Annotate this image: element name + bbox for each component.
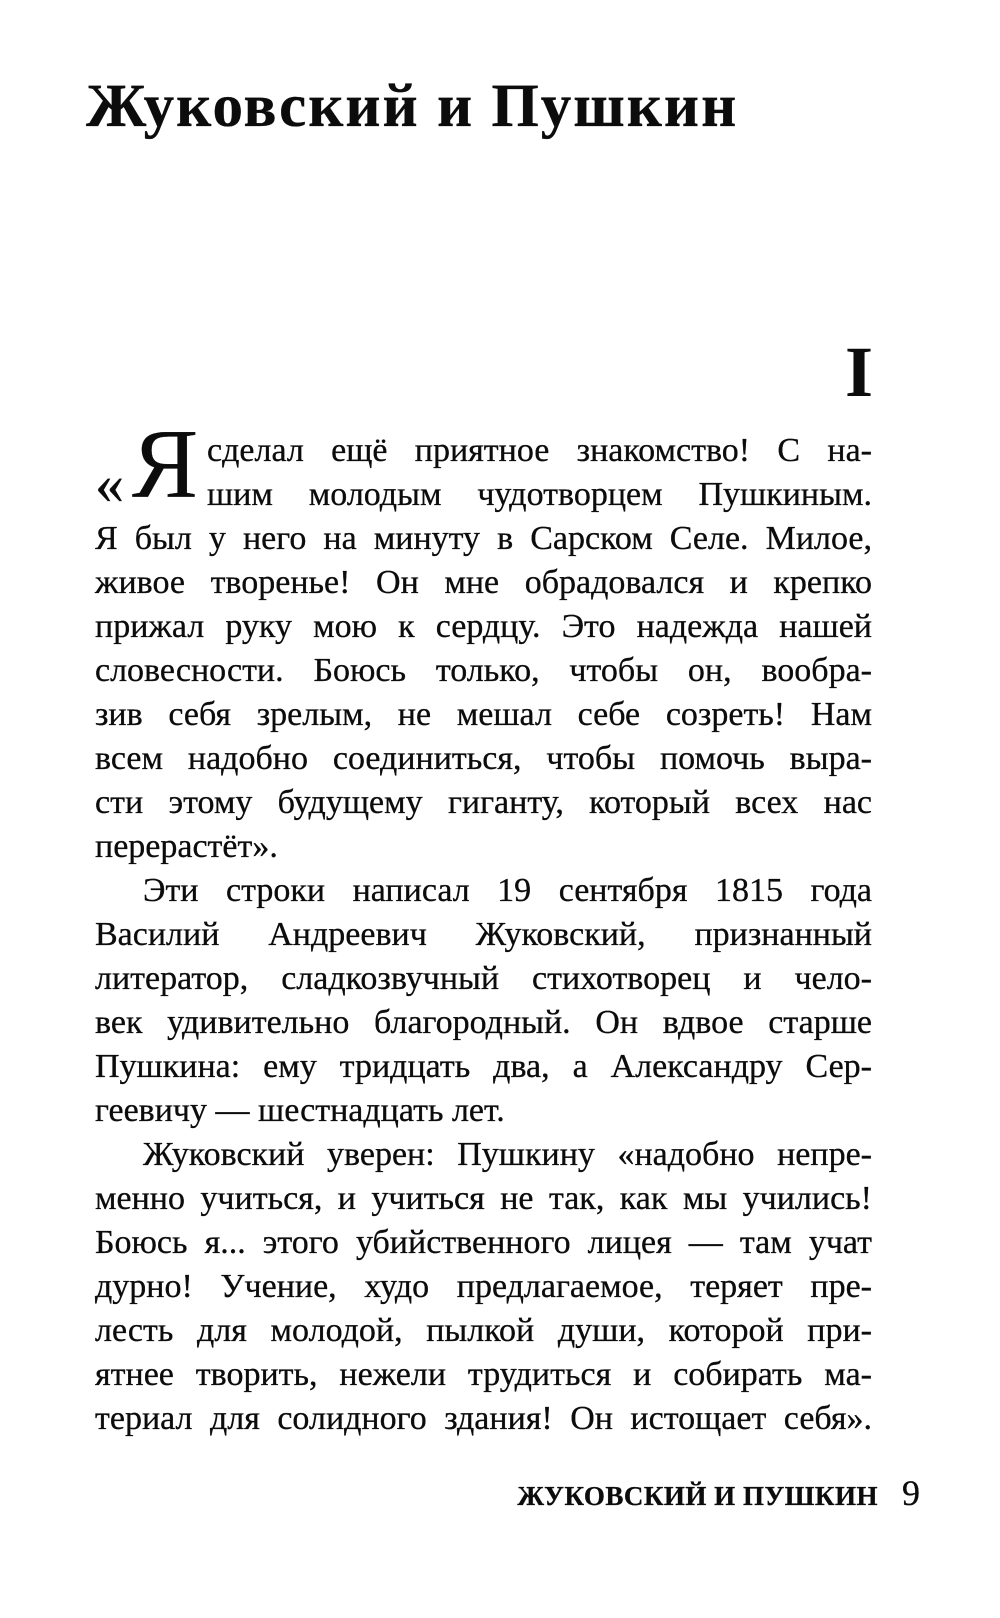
text-line: ятнее творить, нежели трудиться и собирать ма-	[95, 1356, 872, 1393]
text-line: Жуковский уверен: Пушкину «надобно непре-	[143, 1136, 872, 1173]
text-line: сти этому будущему гиганту, который всех нас	[95, 784, 872, 821]
text-line: живое творенье! Он мне обрадовался и крепко	[95, 564, 872, 601]
page-number: 9	[902, 1473, 920, 1513]
text-line: геевичу — шестнадцать лет.	[95, 1092, 505, 1129]
dropcap-letter: Я	[132, 410, 199, 519]
text-line: лесть для молодой, пылкой души, которой при-	[95, 1312, 872, 1349]
text-line: зив себя зрелым, не мешал себе созреть! Нам	[95, 696, 872, 733]
text-line: Василий Андреевич Жуковский, признанный	[95, 916, 872, 953]
page-footer	[517, 1472, 920, 1514]
section-numeral: I	[844, 332, 873, 412]
text-line: шим молодым чудотворцем Пушкиным.	[207, 476, 872, 513]
text-line: литератор, сладкозвучный стихотворец и чело-	[95, 960, 872, 997]
text-line: перерастёт».	[95, 828, 278, 865]
text-line: прижал руку мою к сердцу. Это надежда нашей	[95, 608, 872, 645]
text-line: дурно! Учение, худо предлагаемое, теряет пре-	[95, 1268, 872, 1305]
text-line: сделал ещё приятное знакомство! С на-	[207, 432, 872, 469]
body-text	[95, 410, 872, 1441]
running-title: ЖУКОВСКИЙ И ПУШКИН	[517, 1481, 878, 1511]
text-line: век удивительно благородный. Он вдвое старше	[95, 1004, 872, 1041]
text-line: Боюсь я... этого убийственного лицея — там учат	[95, 1224, 872, 1261]
text-line: Пушкина: ему тридцать два, а Александру Сер-	[95, 1048, 872, 1085]
text-line: Эти строки написал 19 сентября 1815 года	[143, 872, 872, 909]
paragraph	[95, 869, 872, 1133]
dropcap	[95, 410, 207, 519]
text-line: всем надобно соединиться, чтобы помочь выра-	[95, 740, 872, 777]
text-line: териал для солидного здания! Он истощает себя».	[95, 1400, 872, 1437]
text-line: словесности. Боюсь только, чтобы он, вообра-	[95, 652, 872, 689]
text-line: Я был у него на минуту в Сарском Селе. Милое,	[95, 520, 872, 557]
opening-quote-mark: «	[95, 451, 124, 516]
text-line: менно учиться, и учиться не так, как мы учились!	[95, 1180, 872, 1217]
paragraph	[95, 410, 872, 869]
page-title: Жуковский и Пушкин	[86, 73, 739, 140]
paragraph	[95, 1133, 872, 1441]
